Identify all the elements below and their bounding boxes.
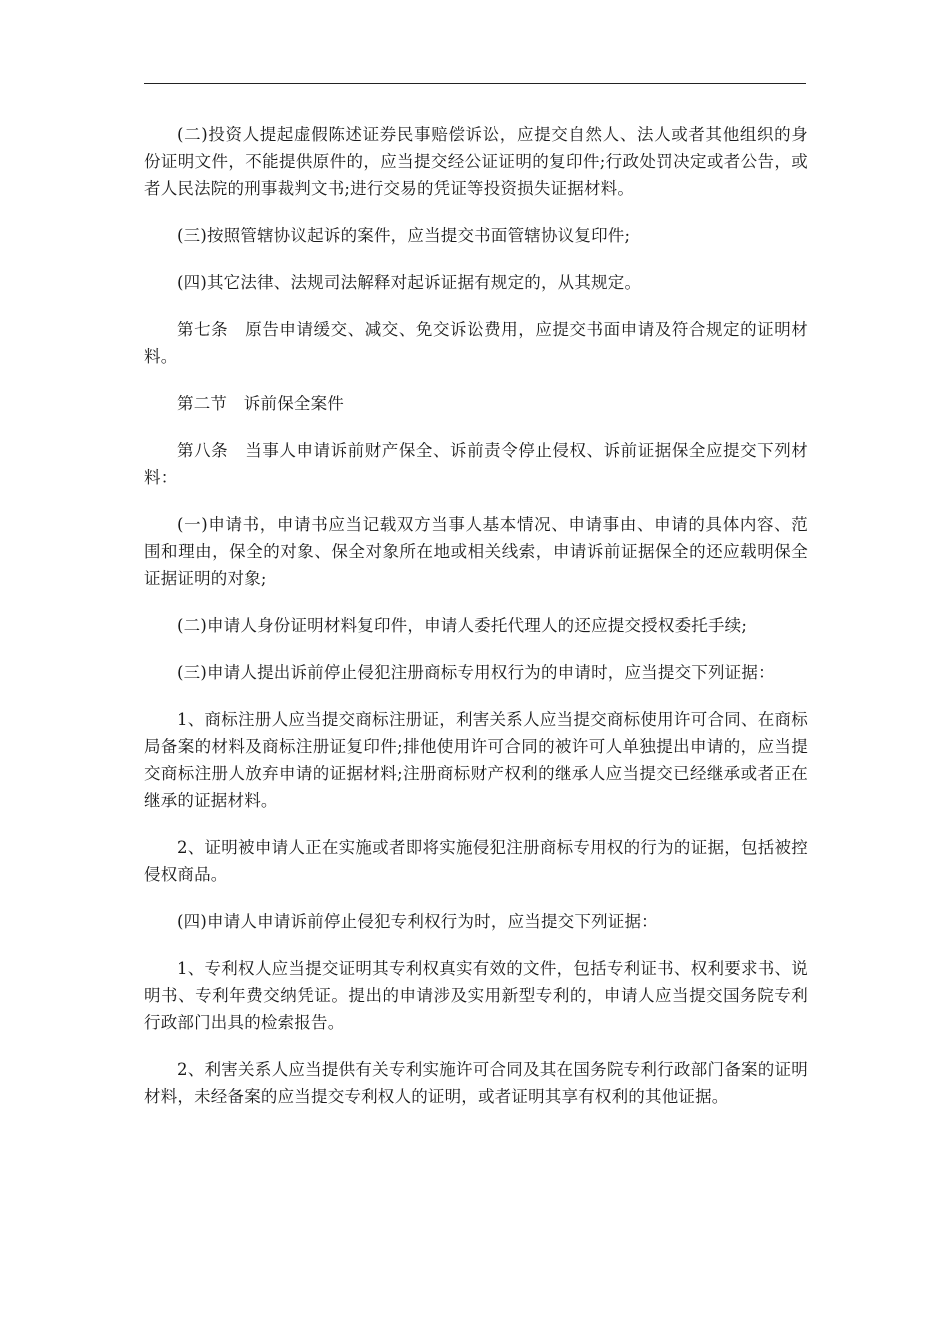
- paragraph: 1、商标注册人应当提交商标注册证，利害关系人应当提交商标使用许可合同、在商标局备案的材料及商标注册证复印件;排他使用许可合同的被许可人单独提出申请的，应当提交商标注册人放弃申请的证据材料;注册商标财产权利的继承人应当提交已经继承或者正在继承的证据材料。: [144, 710, 808, 810]
- document-body: [144, 121, 808, 1130]
- paragraph: (三)按照管辖协议起诉的案件，应当提交书面管辖协议复印件;: [177, 226, 631, 245]
- paragraph: 1、专利权人应当提交证明其专利权真实有效的文件，包括专利证书、权利要求书、说明书、专利年费交纳凭证。提出的申请涉及实用新型专利的，申请人应当提交国务院专利行政部门出具的检索报告。: [144, 959, 808, 1032]
- paragraph: 第七条 原告申请缓交、减交、免交诉讼费用，应提交书面申请及符合规定的证明材料。: [144, 320, 808, 366]
- paragraph: (二)申请人身份证明材料复印件，申请人委托代理人的还应提交授权委托手续;: [177, 616, 748, 635]
- paragraph: 2、利害关系人应当提供有关专利实施许可合同及其在国务院专利行政部门备案的证明材料，未经备案的应当提交专利权人的证明，或者证明其享有权利的其他证据。: [144, 1060, 808, 1106]
- section-heading: 第二节 诉前保全案件: [177, 394, 344, 413]
- paragraph: (二)投资人提起虚假陈述证券民事赔偿诉讼，应提交自然人、法人或者其他组织的身份证明文件，不能提供原件的，应当提交经公证证明的复印件;行政处罚决定或者公告，或者人民法院的刑事裁判文书;进行交易的凭证等投资损失证据材料。: [144, 125, 808, 198]
- paragraph: (四)其它法律、法规司法解释对起诉证据有规定的，从其规定。: [177, 273, 642, 292]
- paragraph: 第八条 当事人申请诉前财产保全、诉前责令停止侵权、诉前证据保全应提交下列材料：: [144, 441, 808, 487]
- paragraph: 2、证明被申请人正在实施或者即将实施侵犯注册商标专用权的行为的证据，包括被控侵权商品。: [144, 838, 808, 884]
- paragraph: (一)申请书，申请书应当记载双方当事人基本情况、申请事由、申请的具体内容、范围和理由，保全的对象、保全对象所在地或相关线索，申请诉前证据保全的还应载明保全证据证明的对象;: [144, 515, 808, 588]
- paragraph: (四)申请人申请诉前停止侵犯专利权行为时，应当提交下列证据：: [177, 912, 658, 931]
- header-rule: [144, 83, 806, 84]
- paragraph: (三)申请人提出诉前停止侵犯注册商标专用权行为的申请时，应当提交下列证据：: [177, 663, 775, 682]
